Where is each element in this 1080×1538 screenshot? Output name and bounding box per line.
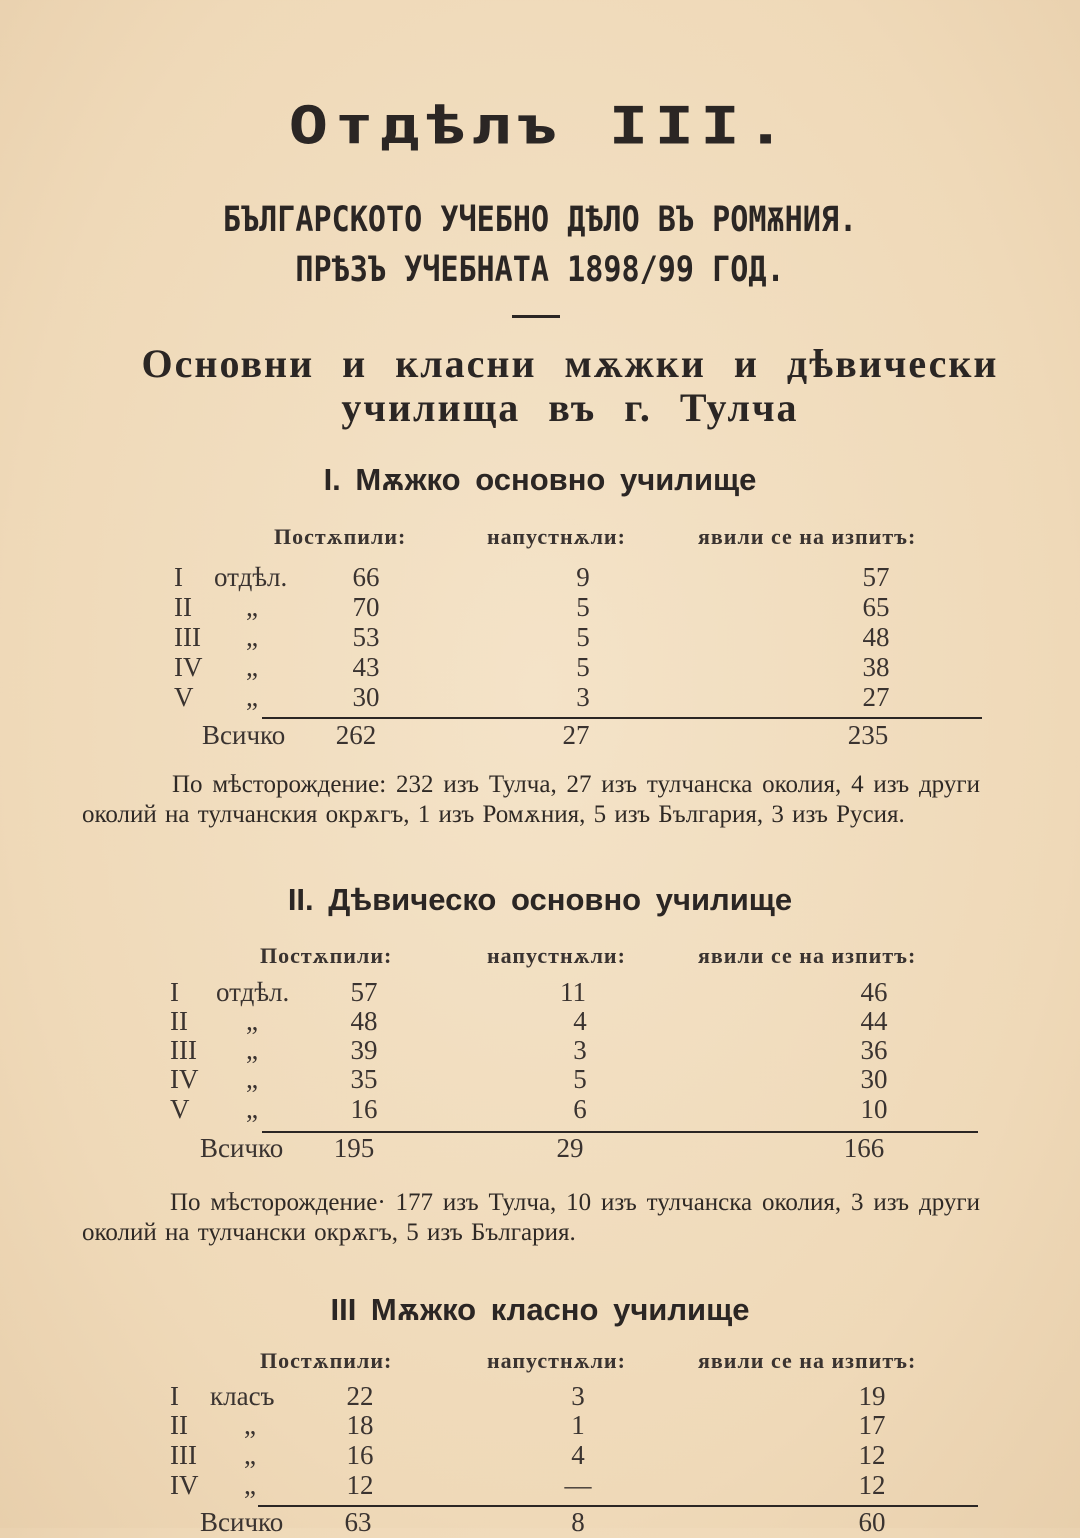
row-label: IV <box>170 1470 199 1500</box>
left-value: 5 <box>573 1064 587 1094</box>
row-label: III <box>174 622 201 652</box>
exam-value: 12 <box>858 1440 886 1470</box>
total-exam: 235 <box>847 720 889 750</box>
total-label: Всичко <box>200 1507 284 1537</box>
row-unit: „ <box>246 1035 258 1065</box>
left-value: 3 <box>576 682 590 712</box>
school-title: I. Мѫжко основно училище <box>323 462 757 497</box>
column-header-entered: Постѫпили: <box>274 524 407 549</box>
row-label: I <box>170 1381 179 1411</box>
row-label: V <box>174 682 194 712</box>
row-unit: „ <box>244 1470 256 1500</box>
total-left: 8 <box>571 1507 585 1537</box>
exam-value: 44 <box>860 1006 888 1036</box>
entered-value: 30 <box>352 682 380 712</box>
entered-value: 35 <box>350 1064 378 1094</box>
row-unit: отдѣл. <box>216 977 290 1007</box>
column-header-exam: явили се на изпитъ: <box>698 1348 917 1373</box>
exam-value: 46 <box>860 977 888 1007</box>
row-unit: „ <box>246 592 258 622</box>
row-unit: „ <box>246 652 258 682</box>
exam-value: 10 <box>860 1094 888 1124</box>
total-entered: 63 <box>344 1507 372 1537</box>
entered-value: 22 <box>346 1381 374 1411</box>
total-label: Всичко <box>200 1133 284 1163</box>
column-header-exam: явили се на изпитъ: <box>698 524 917 549</box>
row-unit: класъ <box>210 1381 275 1411</box>
total-left: 29 <box>556 1133 584 1163</box>
exam-value: 36 <box>860 1035 888 1065</box>
row-unit: „ <box>244 1440 256 1470</box>
subheading-line-1: БЪЛГАРСКОТО УЧЕБНО ДѢЛО ВЪ РОМѪНИЯ. <box>222 200 858 240</box>
entered-value: 18 <box>346 1410 374 1440</box>
row-unit: „ <box>246 1094 258 1124</box>
entered-value: 16 <box>350 1094 378 1124</box>
row-unit: „ <box>244 1410 256 1440</box>
birthplace-note: По мѣсторождение: 232 изъ Тулча, 27 изъ тулчанска околия, 4 изъ други околий на тулчанския окрѫгъ, 1 изъ Ромѫния, 5 изъ България, 3 изъ Русия. <box>82 771 980 828</box>
left-value: — <box>564 1470 592 1500</box>
total-rule <box>262 717 982 719</box>
entered-value: 39 <box>350 1035 378 1065</box>
column-header-left: напустнѫли: <box>487 943 626 968</box>
row-label: I <box>174 562 183 592</box>
left-value: 3 <box>571 1381 585 1411</box>
total-left: 27 <box>562 720 590 750</box>
left-value: 6 <box>573 1094 587 1124</box>
exam-value: 57 <box>862 562 890 592</box>
left-value: 4 <box>573 1006 587 1036</box>
column-header-left: напустнѫли: <box>487 1348 626 1373</box>
row-label: I <box>170 977 179 1007</box>
row-unit: „ <box>246 622 258 652</box>
subheading-line-2: ПРѢЗЪ УЧЕБНАТА 1898/99 ГОД. <box>295 250 785 290</box>
exam-value: 19 <box>858 1381 886 1411</box>
column-header-entered: Постѫпили: <box>260 1348 393 1373</box>
row-unit: „ <box>246 1006 258 1036</box>
left-value: 5 <box>576 652 590 682</box>
total-label: Всичко <box>202 720 286 750</box>
exam-value: 38 <box>862 652 890 682</box>
exam-value: 27 <box>862 682 890 712</box>
column-header-left: напустнѫли: <box>487 524 626 549</box>
school-title: II. Дѣвическо основно училище <box>287 882 793 917</box>
exam-value: 30 <box>860 1064 888 1094</box>
exam-value: 48 <box>862 622 890 652</box>
entered-value: 66 <box>352 562 380 592</box>
exam-value: 65 <box>862 592 890 622</box>
exam-value: 17 <box>858 1410 886 1440</box>
birthplace-note: По мѣсторождение· 177 изъ Тулча, 10 изъ тулчанска околия, 3 изъ други околий на тулчански окрѫгъ, 5 изъ България. <box>82 1189 980 1246</box>
total-entered: 262 <box>335 720 377 750</box>
row-label: III <box>170 1035 197 1065</box>
entered-value: 48 <box>350 1006 378 1036</box>
total-entered: 195 <box>333 1133 375 1163</box>
left-value: 5 <box>576 592 590 622</box>
divider-rule <box>512 315 560 318</box>
row-label: IV <box>174 652 203 682</box>
entered-value: 12 <box>346 1470 374 1500</box>
column-header-entered: Постѫпили: <box>260 943 393 968</box>
row-unit: отдѣл. <box>214 562 288 592</box>
section-title-line-1: Основни и класни мѫжки и дѣвически <box>141 341 999 386</box>
row-unit: „ <box>246 1064 258 1094</box>
row-label: II <box>170 1006 188 1036</box>
entered-value: 57 <box>350 977 378 1007</box>
left-value: 1 <box>571 1410 585 1440</box>
total-exam: 166 <box>843 1133 885 1163</box>
total-exam: 60 <box>858 1507 886 1537</box>
left-value: 3 <box>573 1035 587 1065</box>
exam-value: 12 <box>858 1470 886 1500</box>
entered-value: 70 <box>352 592 380 622</box>
row-unit: „ <box>246 682 258 712</box>
column-header-exam: явили се на изпитъ: <box>698 943 917 968</box>
entered-value: 16 <box>346 1440 374 1470</box>
left-value: 11 <box>560 977 586 1007</box>
row-label: III <box>170 1440 197 1470</box>
left-value: 9 <box>576 562 590 592</box>
row-label: II <box>170 1410 188 1440</box>
page-heading: Отдѣлъ III. <box>288 96 792 157</box>
left-value: 5 <box>576 622 590 652</box>
row-label: V <box>170 1094 190 1124</box>
left-value: 4 <box>571 1440 585 1470</box>
entered-value: 43 <box>352 652 380 682</box>
row-label: II <box>174 592 192 622</box>
entered-value: 53 <box>352 622 380 652</box>
row-label: IV <box>170 1064 199 1094</box>
section-title-line-2: училища въ г. Тулча <box>341 385 799 430</box>
school-title: III Мѫжко класно училище <box>330 1292 750 1327</box>
